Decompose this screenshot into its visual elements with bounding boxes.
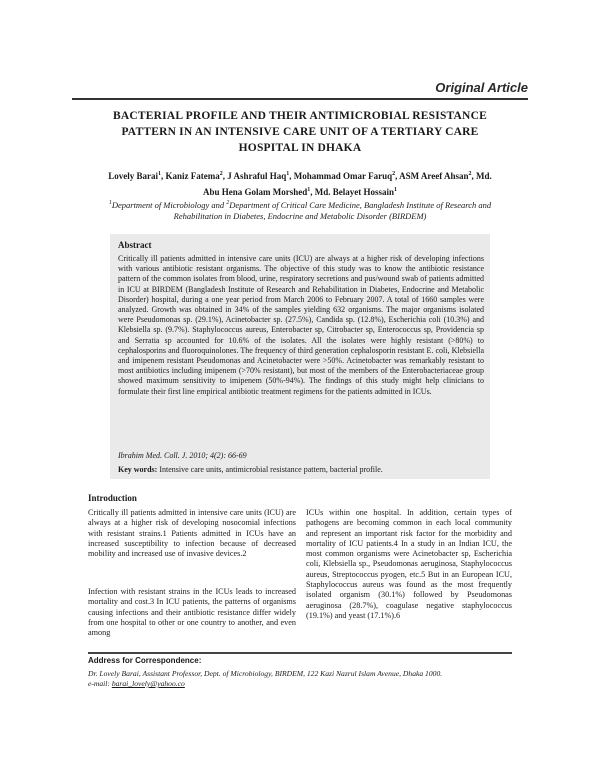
email-link[interactable]: barai_lovely@yahoo.co [111,679,185,688]
header-divider [72,98,528,100]
correspondence-text [88,669,512,689]
footer-divider [88,652,512,654]
author-affiliation-marker: 1 [286,171,290,177]
author-name: Md. Belayet Hossain [314,187,395,197]
article-title: BACTERIAL PROFILE AND THEIR ANTIMICROBIAL RESISTANCE PATTERN IN AN INTENSIVE CARE UNIT OF A TERTIARY CARE HOSPITAL IN DHAKA [113,110,487,154]
author-separator: , [161,171,166,181]
author-separator: , [222,171,228,181]
journal-citation: Ibrahim Med. Coll. J. 2010; 4(2): 66-69 [118,451,247,460]
author-list [108,167,492,199]
author-name: J Ashraful Haq [227,171,287,181]
keywords-text: Intensive care units, antimicrobial resistance pattern, bacterial profile. [157,465,383,474]
author-affiliation-marker: 2 [392,171,396,177]
abstract-text: Critically ill patients admitted in intensive care units (ICU) are always at a higher risk of developing infections with various antibiotic resistant organisms. The objective of this study was to know the antibiotic resistance pattern of the common isolates from blood, urine, respiratory secretions and pus/wound swab of patients admitted in ICU at BIRDEM (Bangladesh Institute of Research and Rehabilitation in Diabetes, Endocrine and Metabolic Disorder) hospital, during a one year period from March 2006 to February 2007. A total of 1660 samples were analyzed. Growth was obtained in 34% of the samples yielding 632 organisms. The major organisms isolated were Pseudomonas sp. (29.1%), Acinetobacter sp. (27.5%), Candida sp. (12.8%), Escherichia coli (10.3%) and Klebsiella sp. (9.7%). Staphylococcus aureus, Enterobacter sp, Citrobacter sp, Enterococcus sp, Providencia sp and Serratia sp accounted for 10.6% of the isolates. All the isolates were highly resistant (>80%) to cephalosporins and fluoroquinolones. The frequency of third generation cephalosporin resistant E. coli, Klebsiella and imipenem resistant Pseudomonas and Acinetobacter were >50%. Acinetobacter was remarkably resistant to most antibiotics including imipenem (>70% resistant), but most of the members of the Enterobacteriaceae group showed maximum sensitivity to imipenem (50%-94%). The findings of this study might help clinicians to formulate their first line empirical antibiotic treatment regimens for the patients admitted in ICUs. [118,254,484,396]
affiliation-marker: 1 [108,200,112,206]
abstract-heading: Abstract [118,240,152,250]
author-affiliation-marker: 1 [158,171,162,177]
keywords [118,465,484,474]
author-name: Lovely Barai [108,171,159,181]
author-affiliation-marker: 2 [468,171,472,177]
correspondence-address: Dr. Lovely Barai, Assistant Professor, Dept. of Microbiology, BIRDEM, 122 Kazi Nazrul Islam Avenue, Dhaka 1000. [88,669,443,678]
author-name: Mohammad Omar Faruq [293,171,393,181]
author-affiliation-marker: 1 [394,187,398,193]
intro-paragraph-3: ICUs within one hospital. In addition, certain types of pathogens are becoming common in each local community and represent an important risk factor for the morbidity and mortality of ICU patients.4 In a study in an Indian ICU, the most common organisms were Acinetobacter sp, Escherichia coli, Klebsiella sp., Pseudomonas aeruginosa, Staphylococcus aureus, Streptococcus pyogen, etc.5 But in an European ICU, Staphylococcus aureus was found as the most frequently isolated organism (30.1%) followed by Pseudomonas aeruginosa (28.7%), coagulase negative staphylococcus (19.1%) and yeast (17.1%).6 [306,508,512,620]
article-type-label: Original Article [435,80,528,95]
keywords-label: Key words: [118,465,158,474]
author-name: Md. Abu Hena Golam Morshed [202,171,492,197]
affiliation-1: Department of Microbiology and [111,199,227,210]
intro-paragraph-1: Critically ill patients admitted in intensive care units (ICU) are always at a higher risk of developing nosocomial infections with resistant strains.1 Patients admitted in ICUs have an increased susceptibility to infection because of decreased mobility and increased use of invasive devices.2 [88,508,296,559]
author-affiliation-marker: 1 [307,187,311,193]
author-separator: , [471,171,476,181]
affiliation-2: Department of Critical Care Medicine, Bangladesh Institute of Research and Rehabilitation in Diabetes, Endocrine and Metabolic Disorder (BIRDEM) [173,199,492,222]
email-label: e-mail: [88,679,112,688]
author-name: ASM Areef Ahsan [399,171,469,181]
correspondence-heading: Address for Correspondence: [88,656,202,665]
correspondence-email-line [88,679,512,689]
author-separator: , [310,187,315,197]
intro-paragraph-2: Infection with resistant strains in the ICUs leads to increased mortality and cost.3 In ICU patients, the patterns of organisms causing infections and their antibiotic resistance differ widely from one hospital to other or one country to another, and even among [88,587,296,638]
author-separator: , [289,171,294,181]
introduction-heading: Introduction [88,493,137,503]
author-affiliation-marker: 2 [219,171,223,177]
author-name: Kaniz Fatema [165,171,220,181]
affiliations [108,198,492,223]
author-separator: , [395,171,400,181]
affiliation-marker: 2 [226,200,230,206]
